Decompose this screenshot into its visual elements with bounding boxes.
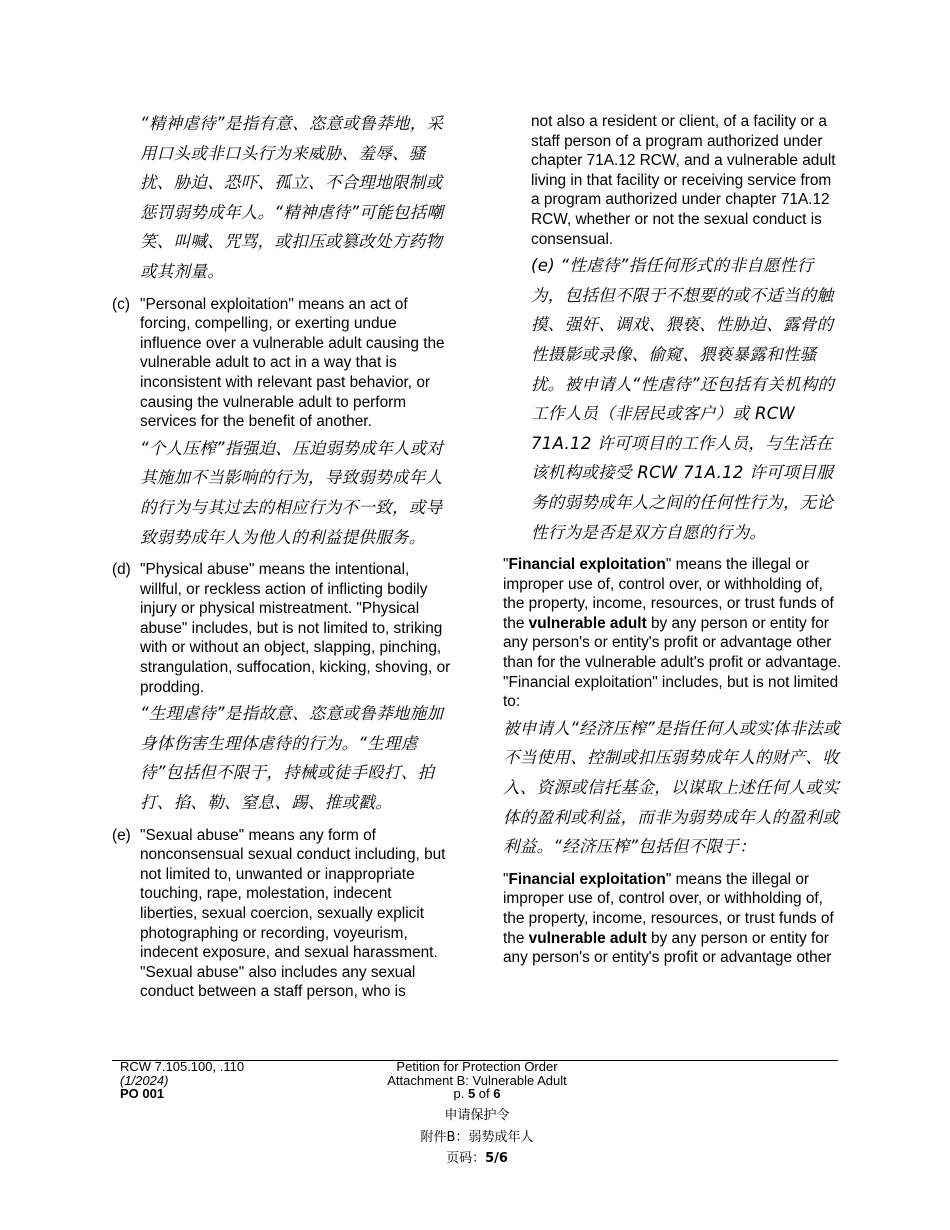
left-column xyxy=(112,112,452,1002)
physical-abuse-en: "Physical abuse" means the intentional, willful, or reckless action of inflicting bodily injury or physical mistreatment. "Physical abuse" includes, but is not limited to, striking with or without an object, slapping, pinching, strangulation, suffocation, kicking, shoving, or prodding. xyxy=(140,561,451,696)
page-of: of xyxy=(475,1086,494,1101)
item-e-sexual-abuse xyxy=(112,826,452,1002)
financial-exploitation-term: Financial exploitation xyxy=(508,870,666,888)
financial-exploitation-en-repeat xyxy=(503,870,843,968)
vulnerable-adult-term: vulnerable adult xyxy=(528,614,647,632)
page-prefix: p. xyxy=(453,1086,468,1101)
item-c-personal-exploitation xyxy=(112,295,452,553)
financial-exploitation-text-end: by any person or entity for any person's or entity's profit or advantage other than for the vulnerable adult's profit or advantage. "Financial exploitation" includes, but is not limited to: xyxy=(503,614,842,711)
footer-page-number xyxy=(330,1087,624,1101)
page-zh-prefix: 页码： xyxy=(446,1151,486,1166)
item-d-label: (d) xyxy=(112,561,131,579)
page-zh-number: 5/6 xyxy=(485,1151,508,1166)
personal-exploitation-zh: “个人压榨”指强迫、压迫弱势成年人或对其施加不当影响的行为，导致弱势成年人的行为与其过去的相应行为不一致，或导致弱势成年人为他人的利益提供服务。 xyxy=(140,438,444,547)
financial-exploitation-text: " means the illegal or improper use of, control over, or withholding of, the property, income, resources, or trust funds of the xyxy=(503,556,834,632)
financial-exploitation-en xyxy=(503,555,843,712)
item-c-label: (c) xyxy=(112,295,130,313)
footer-title: Petition for Protection Order xyxy=(396,1059,558,1074)
quote-mark: " xyxy=(503,556,509,574)
financial-exploitation-text-end: by any person or entity for any person's or entity's profit or advantage other xyxy=(503,929,832,967)
footer-title-zh: 申请保护令 xyxy=(444,1108,510,1123)
page-current: 5 xyxy=(467,1086,476,1101)
footer-rcw: RCW 7.105.100, .110 xyxy=(120,1059,245,1074)
footer-page-number-zh xyxy=(330,1147,624,1166)
page-total: 6 xyxy=(493,1086,501,1101)
financial-exploitation-text: " means the illegal or improper use of, control over, or withholding of, the property, income, resources, or trust funds of the xyxy=(503,870,834,947)
item-e-label: (e) xyxy=(112,826,131,844)
footer-date: (1/2024) xyxy=(120,1072,169,1088)
financial-exploitation-zh: 被申请人“经济压榨”是指任何人或实体非法或不当使用、控制或扣压弱势成年人的财产、收入、资源或信托基金，以谋取上述任何人或实体的盈利或利益，而非为弱势成年人的盈利或利益。“经济压榨”包括但不限于： xyxy=(503,718,840,857)
footer-title-block xyxy=(330,1060,624,1101)
footer-attachment-zh: 附件B：弱势成年人 xyxy=(420,1130,534,1145)
sexual-abuse-zh: (e) “性虐待”指任何形式的非自愿性行为，包括但不限于不想要的或不适当的触摸、强奸、调戏、猥亵、性胁迫、露骨的性摄影或录像、偷窥、猥亵暴露和性骚扰。被申请人“性虐待”还包括有关机构的工作人员（非居民或客户）或 RCW 71A.12 许可项目的工作人员，与生活在该机构或接受 RCW 71A.12 许可项目服务的弱势成年人之间的任何性行为，无论性行为是否是双方自愿的行为。 xyxy=(531,256,835,542)
footer-form-number: PO 001 xyxy=(120,1086,165,1101)
footer-attachment: Attachment B: Vulnerable Adult xyxy=(387,1072,567,1088)
footer-form-info xyxy=(120,1060,244,1101)
personal-exploitation-en: "Personal exploitation" means an act of forcing, compelling, or exerting undue influence over a vulnerable adult causing the vulnerable adult to act in a way that is inconsistent with relevant past behavior, or causing the vulnerable adult to perform services for the benefit of another. xyxy=(140,295,445,431)
sexual-abuse-en: "Sexual abuse" means any form of nonconsensual sexual conduct including, but not limited to, unwanted or inappropriate touching, rape, molestation, indecent liberties, sexual coercion, sexually explicit photographing or recording, voyeurism, indecent exposure, and sexual harassment. "Sexual abuse" also includes any sexual conduct between a staff person, who is xyxy=(140,826,446,1001)
item-d-physical-abuse xyxy=(112,560,452,818)
right-column xyxy=(503,112,843,968)
quote-mark: " xyxy=(503,870,509,888)
sexual-abuse-en-continued: not also a resident or client, of a facility or a staff person of a program authorized under chapter 71A.12 RCW, and a vulnerable adult living in that facility or receiving service from a program authorized under chapter 71A.12 RCW, whether or not the sexual conduct is consensual. xyxy=(531,113,836,248)
vulnerable-adult-term: vulnerable adult xyxy=(528,929,647,947)
physical-abuse-zh: “生理虐待”是指故意、恣意或鲁莽地施加身体伤害生理体虐待的行为。“生理虐待”包括但不限于，持械或徒手殴打、拍打、掐、勒、窒息、踢、推或戳。 xyxy=(140,704,444,813)
financial-exploitation-term: Financial exploitation xyxy=(508,556,666,574)
mental-abuse-zh: “精神虐待”是指有意、恣意或鲁莽地，采用口头或非口头行为来威胁、羞辱、骚扰、胁迫、恐吓、孤立、不合理地限制或惩罚弱势成年人。“精神虐待”可能包括嘲笑、叫喊、咒骂，或扣压或篡改处方药物或其剂量。 xyxy=(140,114,444,281)
